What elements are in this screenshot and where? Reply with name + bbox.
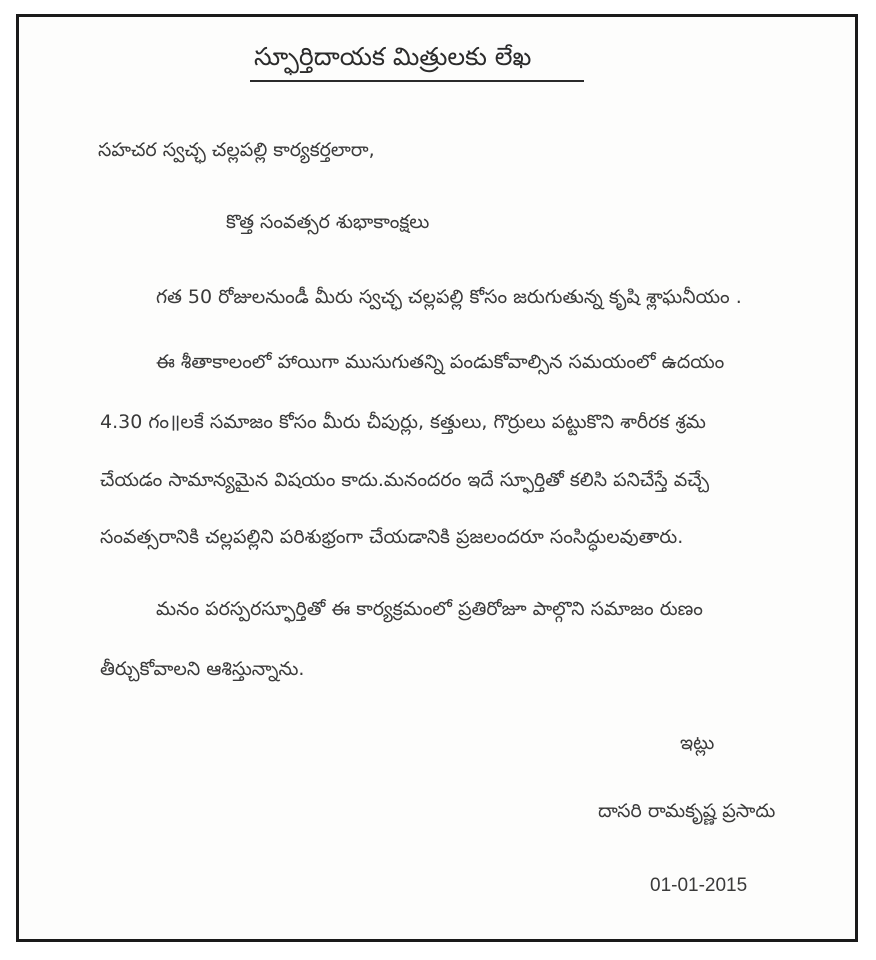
paragraph-3-line-1: మనం పరస్పరస్ఫూర్తితో ఈ కార్యక్రమంలో ప్రతిరోజూ పాల్గొని సమాజం రుణం	[156, 598, 703, 620]
salutation: సహచర స్వచ్ఛ చల్లపల్లి కార్యకర్తలారా,	[98, 139, 375, 161]
paragraph-3-line-2: తీర్చుకోవాలని ఆశిస్తున్నాను.	[100, 658, 305, 680]
paragraph-1-line-1: గత 50 రోజులనుండీ మీరు స్వచ్ఛ చల్లపల్లి కోసం జరుగుతున్న కృషి శ్లాఘనీయం .	[156, 286, 742, 308]
paragraph-2-line-1: ఈ శీతాకాలంలో హాయిగా ముసుగుతన్ని పండుకోవాల్సిన సమయంలో ఉదయం	[156, 351, 725, 373]
paragraph-2-line-4: సంవత్సరానికి చల్లపల్లిని పరిశుభ్రంగా చేయడానికి ప్రజలందరూ సంసిద్ధులవుతారు.	[100, 526, 684, 548]
letter-title: స్ఫూర్తిదాయక మిత్రులకు లేఖ	[254, 42, 532, 71]
title-underline	[250, 80, 584, 82]
signature: దాసరి రామకృష్ణ ప్రసాదు	[598, 800, 776, 822]
closing: ఇట్లు	[680, 732, 715, 754]
letter-date: 01-01-2015	[650, 875, 748, 896]
paragraph-2-line-2: 4.30 గం॥లకే సమాజం కోసం మీరు చీపుర్లు, కత్తులు, గొర్రులు పట్టుకొని శారీరక శ్రమ	[100, 411, 706, 433]
paragraph-2-line-3: చేయడం సామాన్యమైన విషయం కాదు.మనందరం ఇదే స్ఫూర్తితో కలిసి పనిచేస్తే వచ్చే	[100, 469, 710, 491]
greeting: కొత్త సంవత్సర శుభాకాంక్షలు	[226, 211, 430, 233]
